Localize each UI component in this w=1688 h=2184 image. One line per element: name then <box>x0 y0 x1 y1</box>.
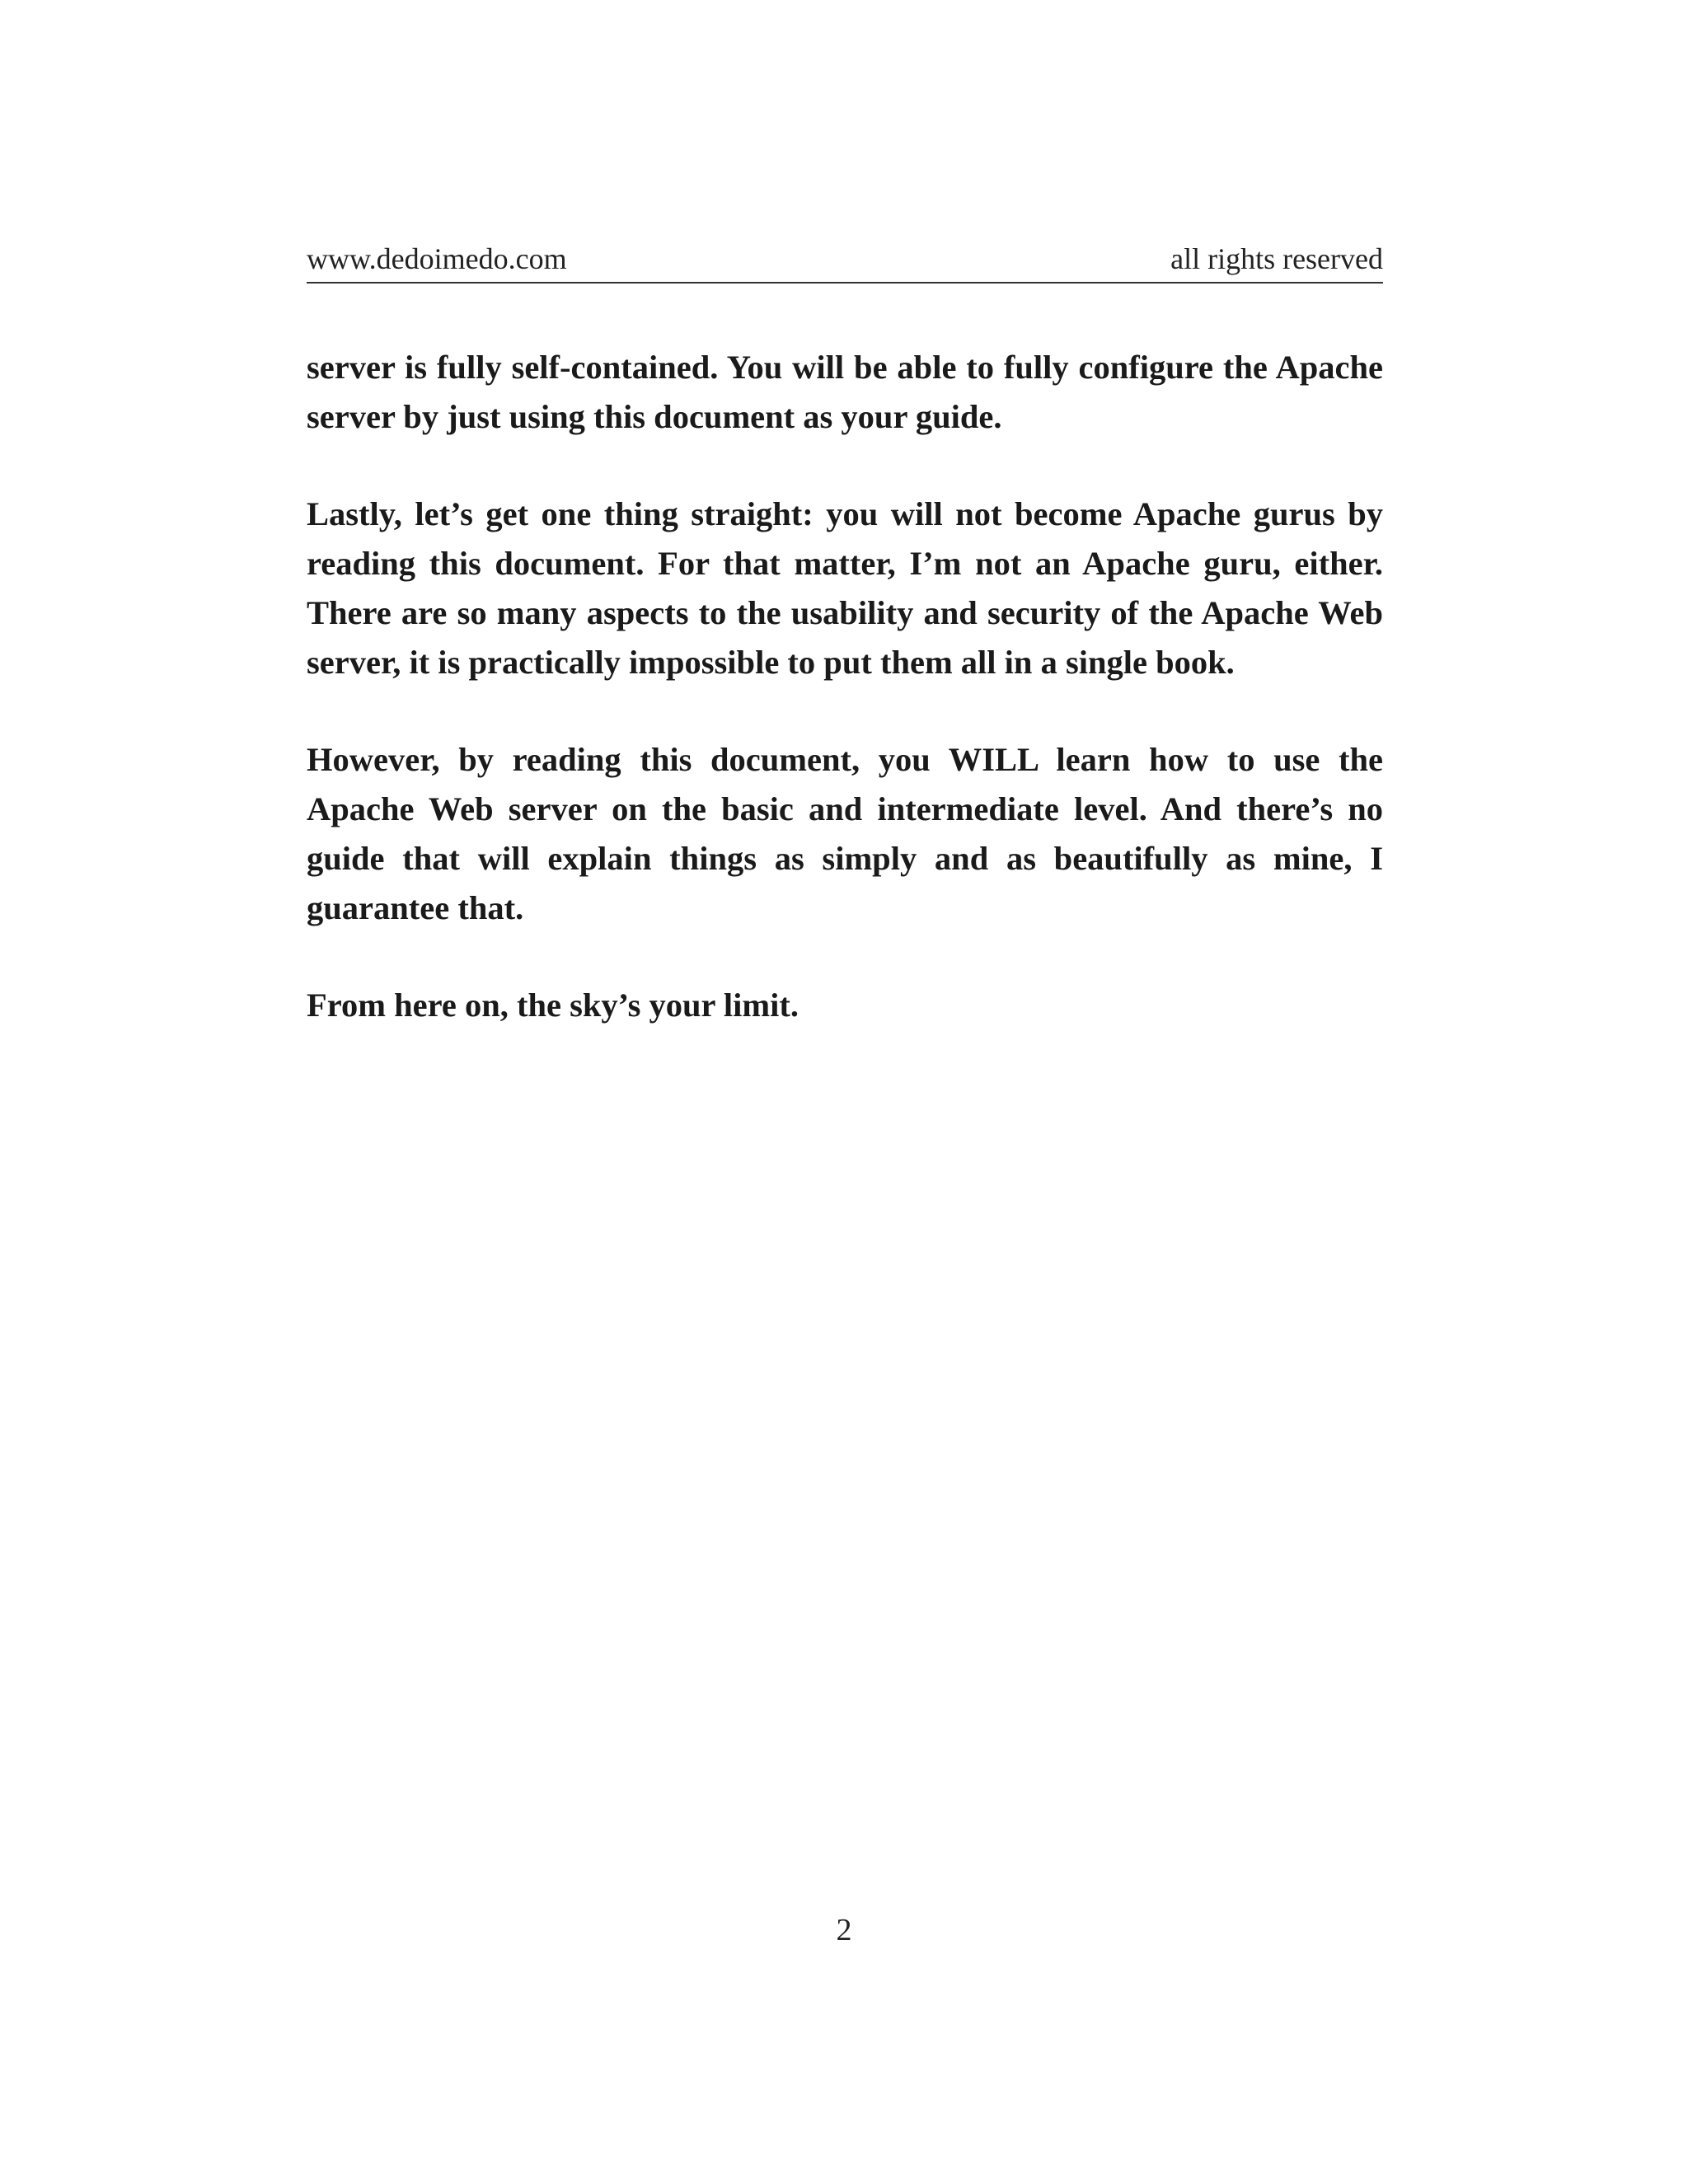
page-number: 2 <box>836 1913 852 1947</box>
paragraph-1: server is fully self-contained. You will be able to fully configure the Apache server by just using this document as your guide. <box>307 349 1383 435</box>
body-text <box>307 343 1383 1078</box>
paragraph-4: From here on, the sky’s your limit. <box>307 987 799 1024</box>
header-rights: all rights reserved <box>1170 242 1383 275</box>
paragraph-2: Lastly, let’s get one thing straight: you will not become Apache gurus by reading this document. For that matter, I’m not an Apache guru, either. There are so many aspects to the usability and security of the Apache Web server, it is practically impossible to put them all in a single book. <box>307 495 1383 681</box>
paragraph-3: However, by reading this document, you WILL learn how to use the Apache Web server on the basic and intermediate level. And there’s no guide that will explain things as simply and as beautifully as mine, I guarantee that. <box>307 741 1383 926</box>
header-website: www.dedoimedo.com <box>307 242 567 275</box>
running-header <box>307 241 1383 284</box>
